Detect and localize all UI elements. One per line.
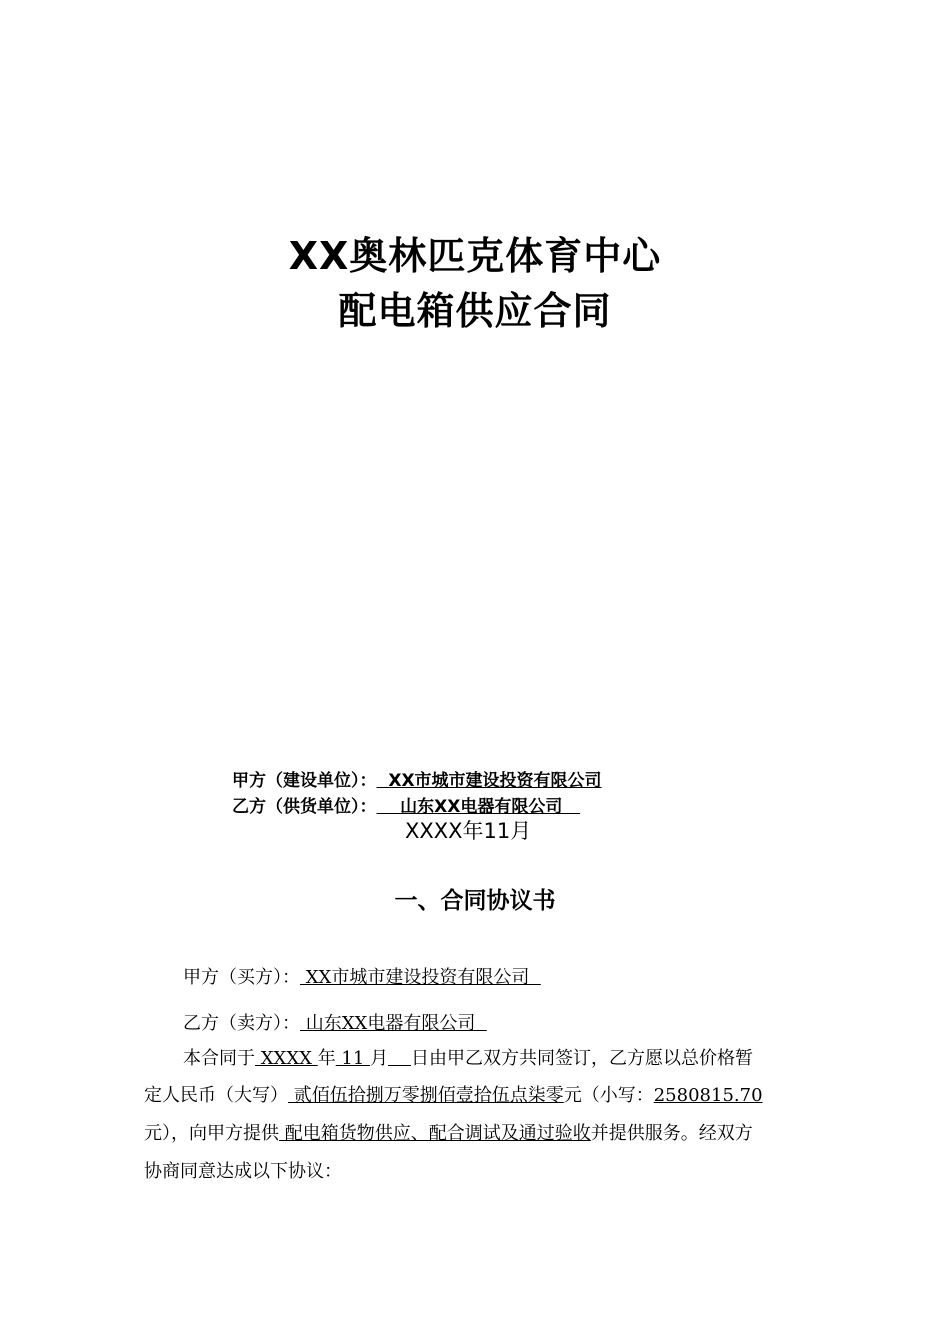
document-title-line1: XX奥林匹克体育中心: [288, 234, 662, 278]
buyer-line: [183, 963, 541, 989]
paragraph-line-2: [144, 1081, 763, 1107]
paragraph-line-4: 协商同意达成以下协议：: [144, 1161, 342, 1182]
buyer-value: XX市城市建设投资有限公司: [300, 967, 541, 988]
buyer-label: 甲方（买方）：: [183, 967, 300, 988]
party-a-label: 甲方（建设单位）：: [232, 771, 377, 791]
seller-value: 山东XX电器有限公司: [300, 1013, 487, 1034]
seller-label: 乙方（卖方）：: [183, 1013, 300, 1034]
paragraph-line-1: [183, 1044, 753, 1070]
seller-line: [183, 1009, 487, 1035]
section-title: 一、合同协议书: [394, 888, 556, 914]
text-span: 元（小写：: [563, 1085, 654, 1106]
cover-date: XXXX年11月: [405, 819, 532, 843]
cover-party-a: [232, 766, 602, 791]
text-span: 年: [317, 1048, 336, 1069]
text-span: 并提供服务。经双方: [590, 1123, 753, 1144]
text-span: 定人民币（大写）: [144, 1085, 288, 1106]
text-span: 元），向甲方提供: [144, 1123, 279, 1144]
service-value: 配电箱货物供应、配合调试及通过验收: [279, 1123, 591, 1144]
text-span: 本合同于: [183, 1048, 255, 1069]
month-value: 11: [335, 1048, 371, 1069]
cover-party-b: [232, 792, 580, 817]
paragraph-line-3: [144, 1119, 753, 1145]
text-span: 月: [370, 1048, 389, 1069]
party-a-value: XX市城市建设投资有限公司: [376, 771, 602, 791]
amount-num: 2580815.70: [653, 1085, 763, 1106]
document-title-line2: 配电箱供应合同: [338, 289, 612, 333]
year-value: XXXX: [255, 1048, 318, 1069]
party-b-label: 乙方（供货单位）：: [232, 797, 377, 817]
amount-cn: 贰佰伍拾捌万零捌佰壹拾伍点柒零: [288, 1085, 564, 1106]
text-span: 日由甲乙双方共同签订，乙方愿以总价格暂: [410, 1048, 753, 1069]
party-b-value: 山东XX电器有限公司: [376, 797, 581, 817]
day-value: [388, 1048, 411, 1069]
